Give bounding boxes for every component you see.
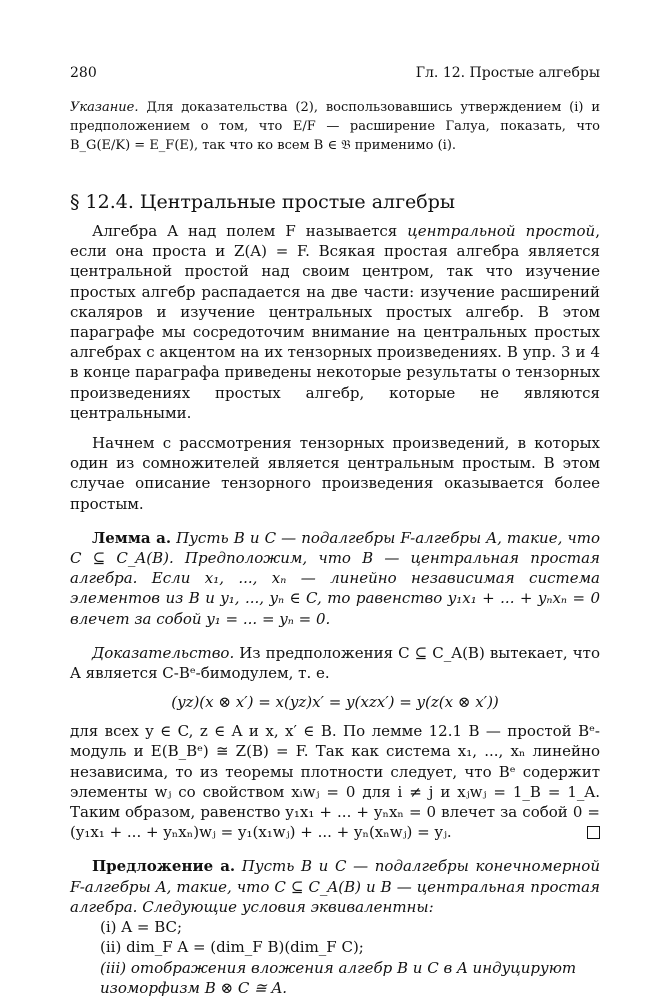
section-title: § 12.4. Центральные простые алгебры	[70, 191, 456, 213]
proof-equation: (yz)(x ⊗ x′) = x(yz)x′ = y(xzx′) = y(z(x ⊗ x′))	[171, 693, 499, 712]
page	[70, 58, 600, 998]
lemma-paragraph	[70, 528, 600, 629]
proposition-paragraph	[70, 856, 600, 917]
running-title: Гл. 12. Простые алгебры	[415, 65, 600, 81]
hint-label: Указание.	[70, 100, 139, 115]
proof-label: Доказательство.	[92, 643, 235, 662]
proof-paragraph	[70, 643, 600, 683]
condition-item: (i) A = BC;	[100, 918, 183, 937]
intro-paragraph-1	[70, 221, 600, 423]
intro-p1-start: Алгебра A над полем F называется	[92, 222, 408, 240]
proposition-label: Предложение а.	[92, 857, 236, 876]
proof-text-2: для всех y ∈ C, z ∈ A и x, x′ ∈ B. По лемме 12.1 B — простой Bᵉ-модуль и E(B_Bᵉ) ≅ Z(B) = F. Так как система x₁, ..., xₙ линейно независима, то из теоремы плотности следует, что Bᵉ содержит элементы wⱼ со свойством xᵢwⱼ = 0 для i ≠ j и xⱼwⱼ = 1_B = 1_A. Таким образом, равенство y₁x₁ + ... + yₙxₙ = 0 влечет за собой 0 = (y₁x₁ + ... + yₙxₙ)wⱼ = y₁(x₁wⱼ) + ... + yₙ(xₙwⱼ) = yⱼ.	[70, 722, 600, 842]
lemma-text: Пусть B и C — подалгебры F-алгебры A, такие, что C ⊆ C_A(B). Предположим, что B — центральная простая алгебра. Если x₁, ..., xₙ — линейно независимая система элементов из B и y₁, ..., yₙ ∈ C, то равенство y₁x₁ + ... + yₙxₙ = 0 влечет за собой y₁ = ... = yₙ = 0.	[70, 528, 600, 628]
hint-text: Для доказательства (2), воспользовавшись утверждением (i) и предположением о том, что E/F — расширение Галуа, показать, что B_G(E/K) = E_F(E), так что ко всем B ∈ 𝔅 применимо (i).	[70, 100, 600, 153]
intro-paragraph-2: Начнем с рассмотрения тензорных произведений, в которых один из сомножителей является центральным простым. В этом случае описание тензорного произведения оказывается более простым.	[70, 434, 600, 513]
proof-text-1: Из предположения C ⊆ C_A(B) вытекает, что A является C-Bᵉ-бимодулем, т. е.	[70, 643, 600, 683]
intro-p1-term: центральной простой	[407, 222, 596, 240]
condition-item: (ii) dim_F A = (dim_F B)(dim_F C);	[100, 938, 364, 957]
intro-p1-rest: , если она проста и Z(A) = F. Всякая простая алгебра является центральной простой над своим центром, так что изучение простых алгебр распадается на две части: изучение расширений скаляров и изучение центральных простых алгебр. В этом параграфе мы сосредоточим внимание на центральных простых алгебрах с акцентом на их тензорных произведениях. В упр. 3 и 4 в конце параграфа приведены некоторые результаты о тензорных произведениях простых алгебр, которые не являются центральными.	[70, 222, 600, 422]
hint-paragraph	[70, 98, 600, 155]
proof-continuation	[70, 721, 600, 842]
condition-item: (iii) отображения вложения алгебр B и C в A индуцируют изоморфизм B ⊗ C ≅ A.	[100, 958, 577, 997]
page-number: 280	[70, 65, 97, 81]
proposition-text: Пусть B и C — подалгебры конечномерной F-алгебры A, такие, что C ⊆ C_A(B) и B — центральная простая алгебра. Следующие условия эквивалентны:	[70, 857, 600, 916]
lemma-label: Лемма а.	[92, 528, 172, 547]
qed-square-icon	[587, 826, 600, 839]
proposition-conditions	[70, 917, 600, 998]
page-header	[70, 58, 600, 88]
